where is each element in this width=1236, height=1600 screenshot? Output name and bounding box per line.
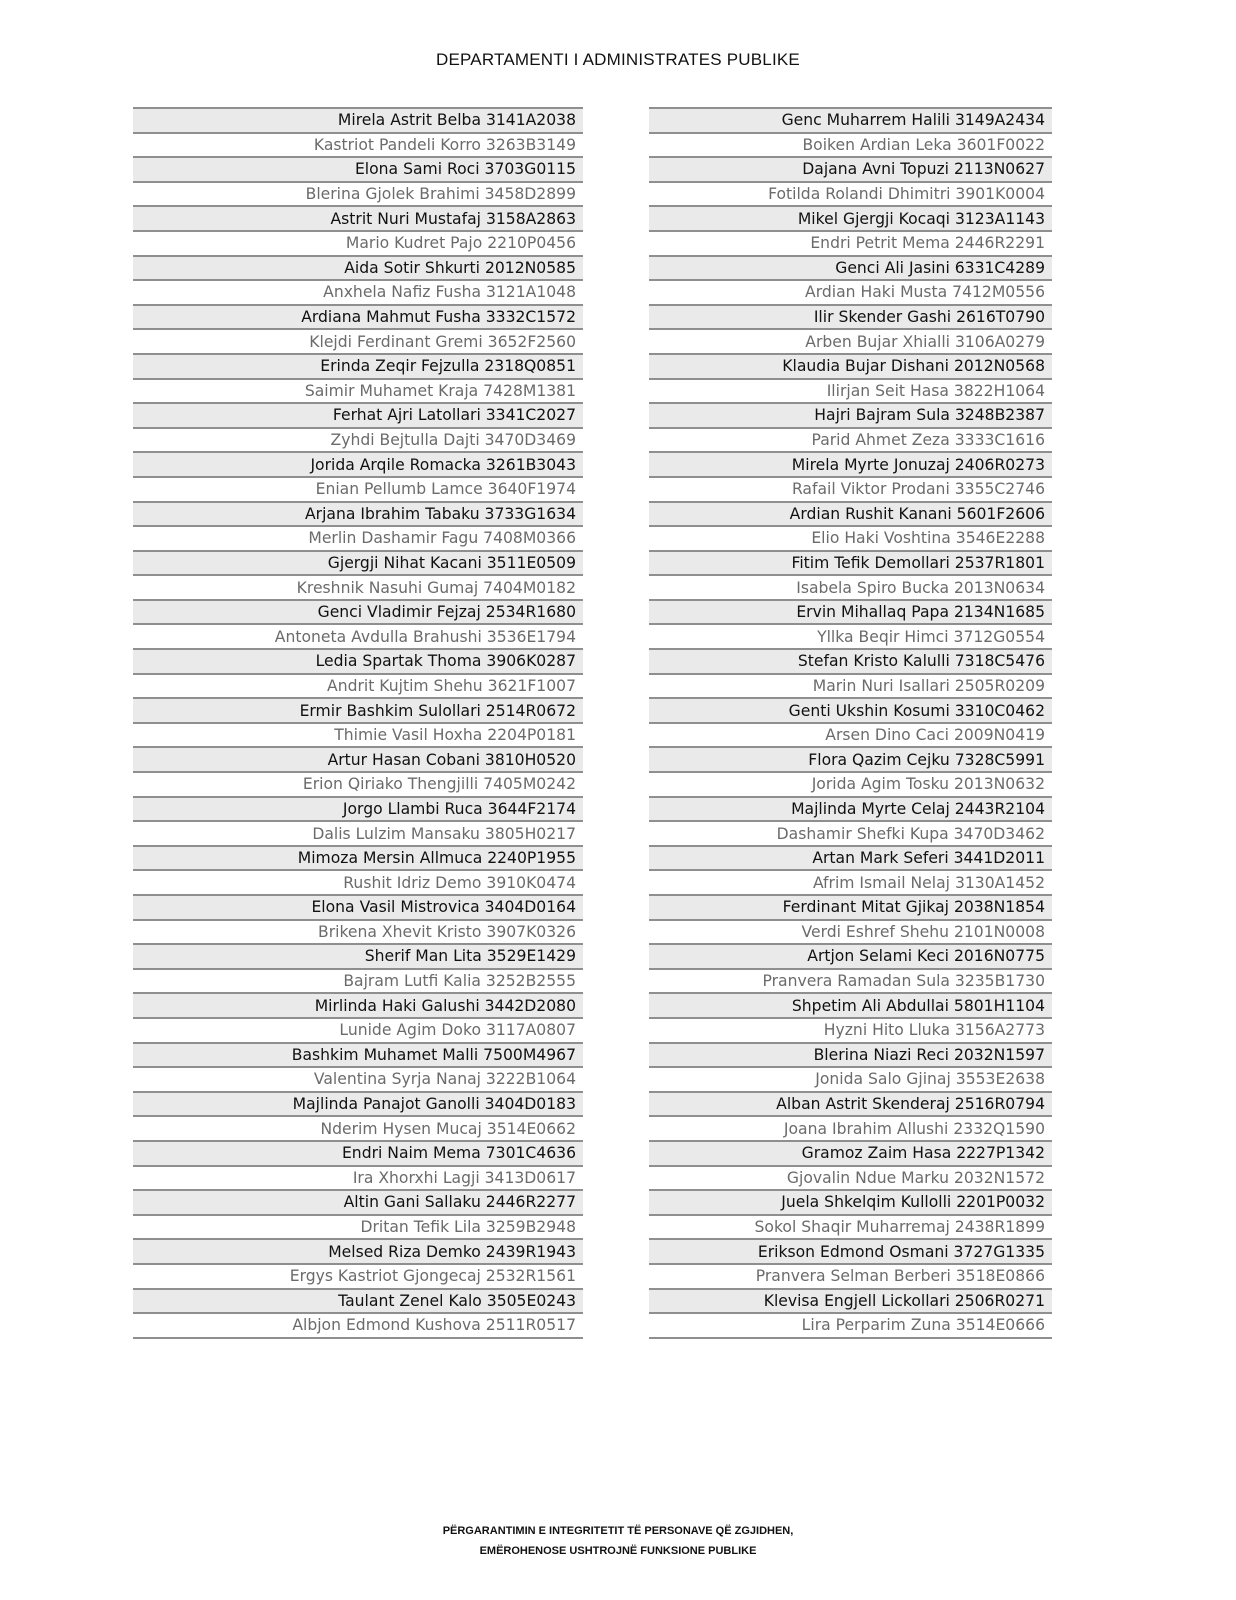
list-item: Valentina Syrja Nanaj 3222B1064: [133, 1068, 583, 1093]
list-item: Dashamir Shefki Kupa 3470D3462: [649, 822, 1052, 847]
list-item: Mirela Myrte Jonuzaj 2406R0273: [649, 453, 1052, 478]
left-name-list: [133, 107, 583, 1339]
list-item: Mirlinda Haki Galushi 3442D2080: [133, 994, 583, 1019]
list-item: Rushit Idriz Demo 3910K0474: [133, 871, 583, 896]
list-item: Lira Perparim Zuna 3514E0666: [649, 1314, 1052, 1339]
list-item: Kreshnik Nasuhi Gumaj 7404M0182: [133, 576, 583, 601]
list-item: Erion Qiriako Thengjilli 7405M0242: [133, 773, 583, 798]
list-item: Parid Ahmet Zeza 3333C1616: [649, 429, 1052, 454]
list-item: Klevisa Engjell Lickollari 2506R0271: [649, 1290, 1052, 1315]
footer-line-1: PËRGARANTIMIN E INTEGRITETIT TË PERSONAVE QË ZGJIDHEN,: [442, 1525, 794, 1537]
list-item: Ardian Rushit Kanani 5601F2606: [649, 503, 1052, 528]
list-item: Endri Naim Mema 7301C4636: [133, 1142, 583, 1167]
footer-line-2: EMËROHENOSE USHTROJNË FUNKSIONE PUBLIKE: [479, 1545, 757, 1557]
list-item: Ermir Bashkim Sulollari 2514R0672: [133, 699, 583, 724]
list-item: Ergys Kastriot Gjongecaj 2532R1561: [133, 1265, 583, 1290]
list-item: Ilirjan Seit Hasa 3822H1064: [649, 380, 1052, 405]
list-item: Hyzni Hito Lluka 3156A2773: [649, 1019, 1052, 1044]
list-item: Sokol Shaqir Muharremaj 2438R1899: [649, 1216, 1052, 1241]
list-item: Stefan Kristo Kalulli 7318C5476: [649, 650, 1052, 675]
list-item: Arsen Dino Caci 2009N0419: [649, 724, 1052, 749]
list-item: Ferdinant Mitat Gjikaj 2038N1854: [649, 896, 1052, 921]
list-item: Genti Ukshin Kosumi 3310C0462: [649, 699, 1052, 724]
list-item: Dalis Lulzim Mansaku 3805H0217: [133, 822, 583, 847]
list-item: Mikel Gjergji Kocaqi 3123A1143: [649, 207, 1052, 232]
list-item: Erikson Edmond Osmani 3727G1335: [649, 1240, 1052, 1265]
list-item: Saimir Muhamet Kraja 7428M1381: [133, 380, 583, 405]
list-item: Astrit Nuri Mustafaj 3158A2863: [133, 207, 583, 232]
list-item: Klejdi Ferdinant Gremi 3652F2560: [133, 330, 583, 355]
list-item: Verdi Eshref Shehu 2101N0008: [649, 921, 1052, 946]
list-item: Endri Petrit Mema 2446R2291: [649, 232, 1052, 257]
list-item: Shpetim Ali Abdullai 5801H1104: [649, 994, 1052, 1019]
list-item: Ardian Haki Musta 7412M0556: [649, 281, 1052, 306]
list-item: Elio Haki Voshtina 3546E2288: [649, 527, 1052, 552]
list-item: Fotilda Rolandi Dhimitri 3901K0004: [649, 183, 1052, 208]
list-item: Fitim Tefik Demollari 2537R1801: [649, 552, 1052, 577]
list-item: Sherif Man Lita 3529E1429: [133, 945, 583, 970]
list-item: Enian Pellumb Lamce 3640F1974: [133, 478, 583, 503]
list-item: Artur Hasan Cobani 3810H0520: [133, 748, 583, 773]
list-item: Gjovalin Ndue Marku 2032N1572: [649, 1167, 1052, 1192]
list-item: Majlinda Myrte Celaj 2443R2104: [649, 798, 1052, 823]
list-item: Taulant Zenel Kalo 3505E0243: [133, 1290, 583, 1315]
list-item: Joana Ibrahim Allushi 2332Q1590: [649, 1117, 1052, 1142]
list-item: Altin Gani Sallaku 2446R2277: [133, 1191, 583, 1216]
list-item: Lunide Agim Doko 3117A0807: [133, 1019, 583, 1044]
list-item: Kastriot Pandeli Korro 3263B3149: [133, 134, 583, 159]
list-item: Nderim Hysen Mucaj 3514E0662: [133, 1117, 583, 1142]
list-item: Ira Xhorxhi Lagji 3413D0617: [133, 1167, 583, 1192]
list-item: Hajri Bajram Sula 3248B2387: [649, 404, 1052, 429]
right-name-list: [649, 107, 1052, 1339]
list-item: Thimie Vasil Hoxha 2204P0181: [133, 724, 583, 749]
list-item: Dajana Avni Topuzi 2113N0627: [649, 158, 1052, 183]
list-item: Alban Astrit Skenderaj 2516R0794: [649, 1093, 1052, 1118]
list-item: Jorgo Llambi Ruca 3644F2174: [133, 798, 583, 823]
list-item: Jorida Agim Tosku 2013N0632: [649, 773, 1052, 798]
list-item: Mirela Astrit Belba 3141A2038: [133, 109, 583, 134]
list-item: Arben Bujar Xhialli 3106A0279: [649, 330, 1052, 355]
list-item: Ferhat Ajri Latollari 3341C2027: [133, 404, 583, 429]
list-item: Pranvera Ramadan Sula 3235B1730: [649, 970, 1052, 995]
list-item: Artan Mark Seferi 3441D2011: [649, 847, 1052, 872]
list-item: Majlinda Panajot Ganolli 3404D0183: [133, 1093, 583, 1118]
list-item: Dritan Tefik Lila 3259B2948: [133, 1216, 583, 1241]
list-item: Erinda Zeqir Fejzulla 2318Q0851: [133, 355, 583, 380]
list-item: Albjon Edmond Kushova 2511R0517: [133, 1314, 583, 1339]
list-item: Ilir Skender Gashi 2616T0790: [649, 306, 1052, 331]
list-item: Flora Qazim Cejku 7328C5991: [649, 748, 1052, 773]
list-item: Elona Sami Roci 3703G0115: [133, 158, 583, 183]
list-item: Genci Ali Jasini 6331C4289: [649, 257, 1052, 282]
page-title: DEPARTAMENTI I ADMINISTRATES PUBLIKE: [436, 50, 800, 69]
list-item: Zyhdi Bejtulla Dajti 3470D3469: [133, 429, 583, 454]
list-item: Blerina Niazi Reci 2032N1597: [649, 1044, 1052, 1069]
list-item: Antoneta Avdulla Brahushi 3536E1794: [133, 625, 583, 650]
footer: [0, 1521, 1236, 1561]
list-item: Ervin Mihallaq Papa 2134N1685: [649, 601, 1052, 626]
list-item: Anxhela Nafiz Fusha 3121A1048: [133, 281, 583, 306]
list-item: Klaudia Bujar Dishani 2012N0568: [649, 355, 1052, 380]
list-item: Bajram Lutfi Kalia 3252B2555: [133, 970, 583, 995]
list-item: Artjon Selami Keci 2016N0775: [649, 945, 1052, 970]
list-item: Gjergji Nihat Kacani 3511E0509: [133, 552, 583, 577]
list-item: Yllka Beqir Himci 3712G0554: [649, 625, 1052, 650]
list-item: Melsed Riza Demko 2439R1943: [133, 1240, 583, 1265]
list-item: Gramoz Zaim Hasa 2227P1342: [649, 1142, 1052, 1167]
list-item: Juela Shkelqim Kullolli 2201P0032: [649, 1191, 1052, 1216]
list-item: Rafail Viktor Prodani 3355C2746: [649, 478, 1052, 503]
list-item: Arjana Ibrahim Tabaku 3733G1634: [133, 503, 583, 528]
list-item: Merlin Dashamir Fagu 7408M0366: [133, 527, 583, 552]
list-item: Elona Vasil Mistrovica 3404D0164: [133, 896, 583, 921]
list-item: Brikena Xhevit Kristo 3907K0326: [133, 921, 583, 946]
list-item: Jonida Salo Gjinaj 3553E2638: [649, 1068, 1052, 1093]
list-item: Isabela Spiro Bucka 2013N0634: [649, 576, 1052, 601]
list-item: Andrit Kujtim Shehu 3621F1007: [133, 675, 583, 700]
list-item: Genc Muharrem Halili 3149A2434: [649, 109, 1052, 134]
list-item: Genci Vladimir Fejzaj 2534R1680: [133, 601, 583, 626]
list-item: Mario Kudret Pajo 2210P0456: [133, 232, 583, 257]
list-item: Bashkim Muhamet Malli 7500M4967: [133, 1044, 583, 1069]
list-item: Mimoza Mersin Allmuca 2240P1955: [133, 847, 583, 872]
list-item: Boiken Ardian Leka 3601F0022: [649, 134, 1052, 159]
list-item: Aida Sotir Shkurti 2012N0585: [133, 257, 583, 282]
list-item: Jorida Arqile Romacka 3261B3043: [133, 453, 583, 478]
list-item: Blerina Gjolek Brahimi 3458D2899: [133, 183, 583, 208]
list-item: Afrim Ismail Nelaj 3130A1452: [649, 871, 1052, 896]
list-item: Ardiana Mahmut Fusha 3332C1572: [133, 306, 583, 331]
list-item: Pranvera Selman Berberi 3518E0866: [649, 1265, 1052, 1290]
list-item: Ledia Spartak Thoma 3906K0287: [133, 650, 583, 675]
list-item: Marin Nuri Isallari 2505R0209: [649, 675, 1052, 700]
